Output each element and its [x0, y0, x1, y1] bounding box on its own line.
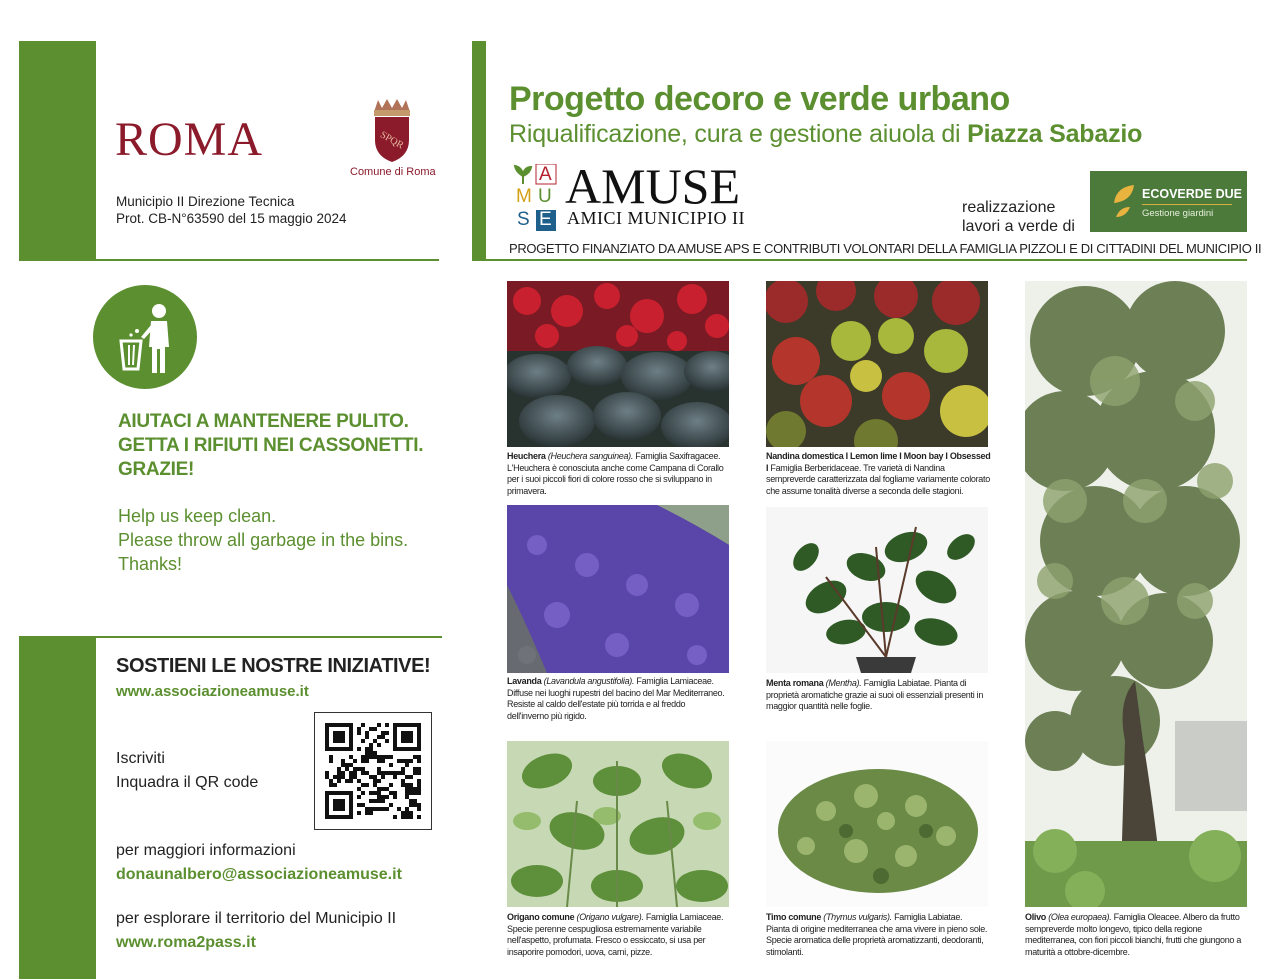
caption-origano — [507, 912, 729, 958]
warning-it-line-3: GRAZIE! — [118, 459, 195, 480]
caption-nandina — [766, 451, 992, 497]
caption-olivo — [1025, 912, 1247, 958]
amuse-letter-a: A — [539, 164, 552, 185]
realizzazione-text — [962, 198, 1075, 236]
photo-olivo — [1025, 281, 1247, 907]
funding-note: PROGETTO FINANZIATO DA AMUSE APS E CONTRIBUTI VOLONTARI DELLA FAMIGLIA PIZZOLI E DI CITTADINI DEL MUNICIPIO II — [509, 241, 1262, 256]
plant-desc: Famiglia Labiatae. Pianta di proprietà aromatiche grazie ai suoi oli essenziali presenti in maggior quantità nelle foglie. — [766, 678, 984, 711]
photo-nandina — [766, 281, 988, 447]
plant-desc: Famiglia Saxifragacee. L'Heuchera è conosciuta anche come Campana di Corallo per i suoi piccoli fiori di colore rosso che si sviluppano in primavera. — [507, 451, 724, 496]
realizzazione-line-1: realizzazione — [962, 199, 1056, 216]
info-label: per maggiori informazioni — [116, 842, 296, 859]
roma-logo: ROMA — [115, 113, 264, 166]
photo-origano — [507, 741, 729, 907]
amuse-letter-s: S — [517, 209, 530, 230]
caption-heuchera — [507, 451, 729, 497]
caption-menta — [766, 678, 988, 713]
warning-it-line-2: GETTA I RIFIUTI NEI CASSONETTI. — [118, 435, 424, 456]
plant-name: Olivo — [1025, 912, 1047, 922]
plant-desc: Famiglia Berberidaceae. Tre varietà di Nandina sempreverde caratterizzata dal fogliame variamente colorato che assume tonalità diverse a seconda delle stagioni. — [766, 462, 990, 496]
subscribe-line-1: Iscriviti — [116, 750, 165, 767]
warning-italian — [118, 410, 423, 482]
warning-en-line-2: Please throw all garbage in the bins. — [118, 530, 409, 550]
protocol-line: Prot. CB-N°63590 del 15 maggio 2024 — [116, 211, 347, 226]
qr-code[interactable] — [314, 712, 432, 830]
realizzazione-line-2: lavori a verde di — [962, 218, 1075, 235]
plant-name: Menta romana — [766, 678, 824, 688]
photo-menta — [766, 507, 988, 673]
photo-lavanda — [507, 505, 729, 673]
plant-latin: (Lavandula angustifolia). — [543, 676, 635, 686]
amuse-subtitle: AMICI MUNICIPIO II — [567, 208, 745, 228]
warning-english — [118, 504, 408, 576]
support-link[interactable]: www.associazioneamuse.it — [116, 683, 309, 700]
amuse-letter-u: U — [538, 186, 552, 207]
header-accent-bar — [472, 41, 486, 261]
bin-circle — [93, 285, 197, 389]
trash-bin-person-icon — [93, 285, 197, 389]
roma-crest-icon — [368, 98, 416, 164]
plant-latin: (Olea europaea). — [1048, 912, 1112, 922]
page-subtitle — [509, 120, 1142, 149]
plant-desc: Famiglia Lamiaceae. Specie perenne cespugliosa estremamente variabile nell'aspetto, profumata. Fresco o essiccato, si usa per insaporire pomodori, uova, carni, pizze. — [507, 912, 724, 957]
subtitle-prefix: Riqualificazione, cura e gestione aiuola di — [509, 120, 968, 148]
page-title: Progetto decoro e verde urbano — [509, 80, 1010, 118]
plant-name: Nandina domestica I Lemon lime I Moon bay I Obsessed I — [766, 451, 991, 473]
subscribe-line-2: Inquadra il QR code — [116, 774, 259, 791]
explore-label: per esplorare il territorio del Municipio II — [116, 910, 397, 927]
plant-name: Origano comune — [507, 912, 575, 922]
municipio-line-1: Municipio II Direzione Tecnica — [116, 194, 295, 209]
photo-timo — [766, 741, 988, 907]
plant-desc: Famiglia Labiatae. Pianta di origine mediterranea che ama vivere in pieno sole. Specie aromatica delle proprietà aromatizzanti, deodoranti, stimolanti. — [766, 912, 988, 957]
plant-name: Timo comune — [766, 912, 822, 922]
plant-name: Heuchera — [507, 451, 546, 461]
municipio-info — [116, 193, 347, 227]
subtitle-place: Piazza Sabazio — [967, 120, 1143, 148]
warning-en-line-1: Help us keep clean. — [118, 506, 277, 526]
support-title: SOSTIENI LE NOSTRE INIZIATIVE! — [116, 655, 431, 677]
caption-lavanda — [507, 676, 729, 722]
caption-timo — [766, 912, 988, 958]
qr-code-icon — [315, 713, 431, 829]
subscribe-text — [116, 747, 258, 795]
ecoverde-leaf-icon — [1110, 183, 1136, 221]
ecoverde-name: ECOVERDE DUE — [1142, 187, 1243, 201]
plant-latin: (Mentha). — [825, 678, 862, 688]
photo-heuchera — [507, 281, 729, 447]
left-accent-bar-bottom — [19, 636, 96, 979]
explore-link[interactable]: www.roma2pass.it — [116, 934, 256, 951]
amuse-letter-e: E — [539, 209, 552, 230]
header-divider — [472, 259, 1247, 261]
plant-desc: Famiglia Oleacee. Albero da frutto sempreverde molto longevo, tipico della regione mediterranea, con fiori piccoli bianchi, frutti che giungono a maturità a ottobre-dicembre. — [1025, 912, 1242, 957]
comune-di-roma-label: Comune di Roma — [350, 166, 436, 178]
plant-name: Lavanda — [507, 676, 542, 686]
plant-desc: Famiglia Lamiaceae. Diffuse nei luoghi rupestri del bacino del Mar Mediterraneo. Resiste al caldo dell'estate più torrida e al freddo dell'inverno più rigido. — [507, 676, 725, 721]
plant-latin: (Thymus vulgaris). — [823, 912, 892, 922]
warning-en-line-3: Thanks! — [118, 554, 183, 574]
ecoverde-subtitle: Gestione giardini — [1142, 208, 1214, 219]
ecoverde-underline — [1142, 204, 1232, 205]
crest-text: SPQR — [378, 129, 406, 152]
warning-it-line-1: AIUTACI A MANTENERE PULITO. — [118, 411, 409, 432]
divider-top — [19, 259, 439, 261]
ecoverde-logo — [1090, 171, 1247, 232]
amuse-letter-m: M — [516, 186, 532, 207]
amuse-wordmark: AMUSE — [565, 158, 741, 214]
left-accent-bar-top — [19, 41, 96, 261]
amuse-logo-mark — [512, 164, 558, 232]
plant-latin: (Origano vulgare). — [576, 912, 644, 922]
info-email-link[interactable]: donaunalbero@associazioneamuse.it — [116, 866, 402, 883]
plant-latin: (Heuchera sanguinea). — [547, 451, 634, 461]
